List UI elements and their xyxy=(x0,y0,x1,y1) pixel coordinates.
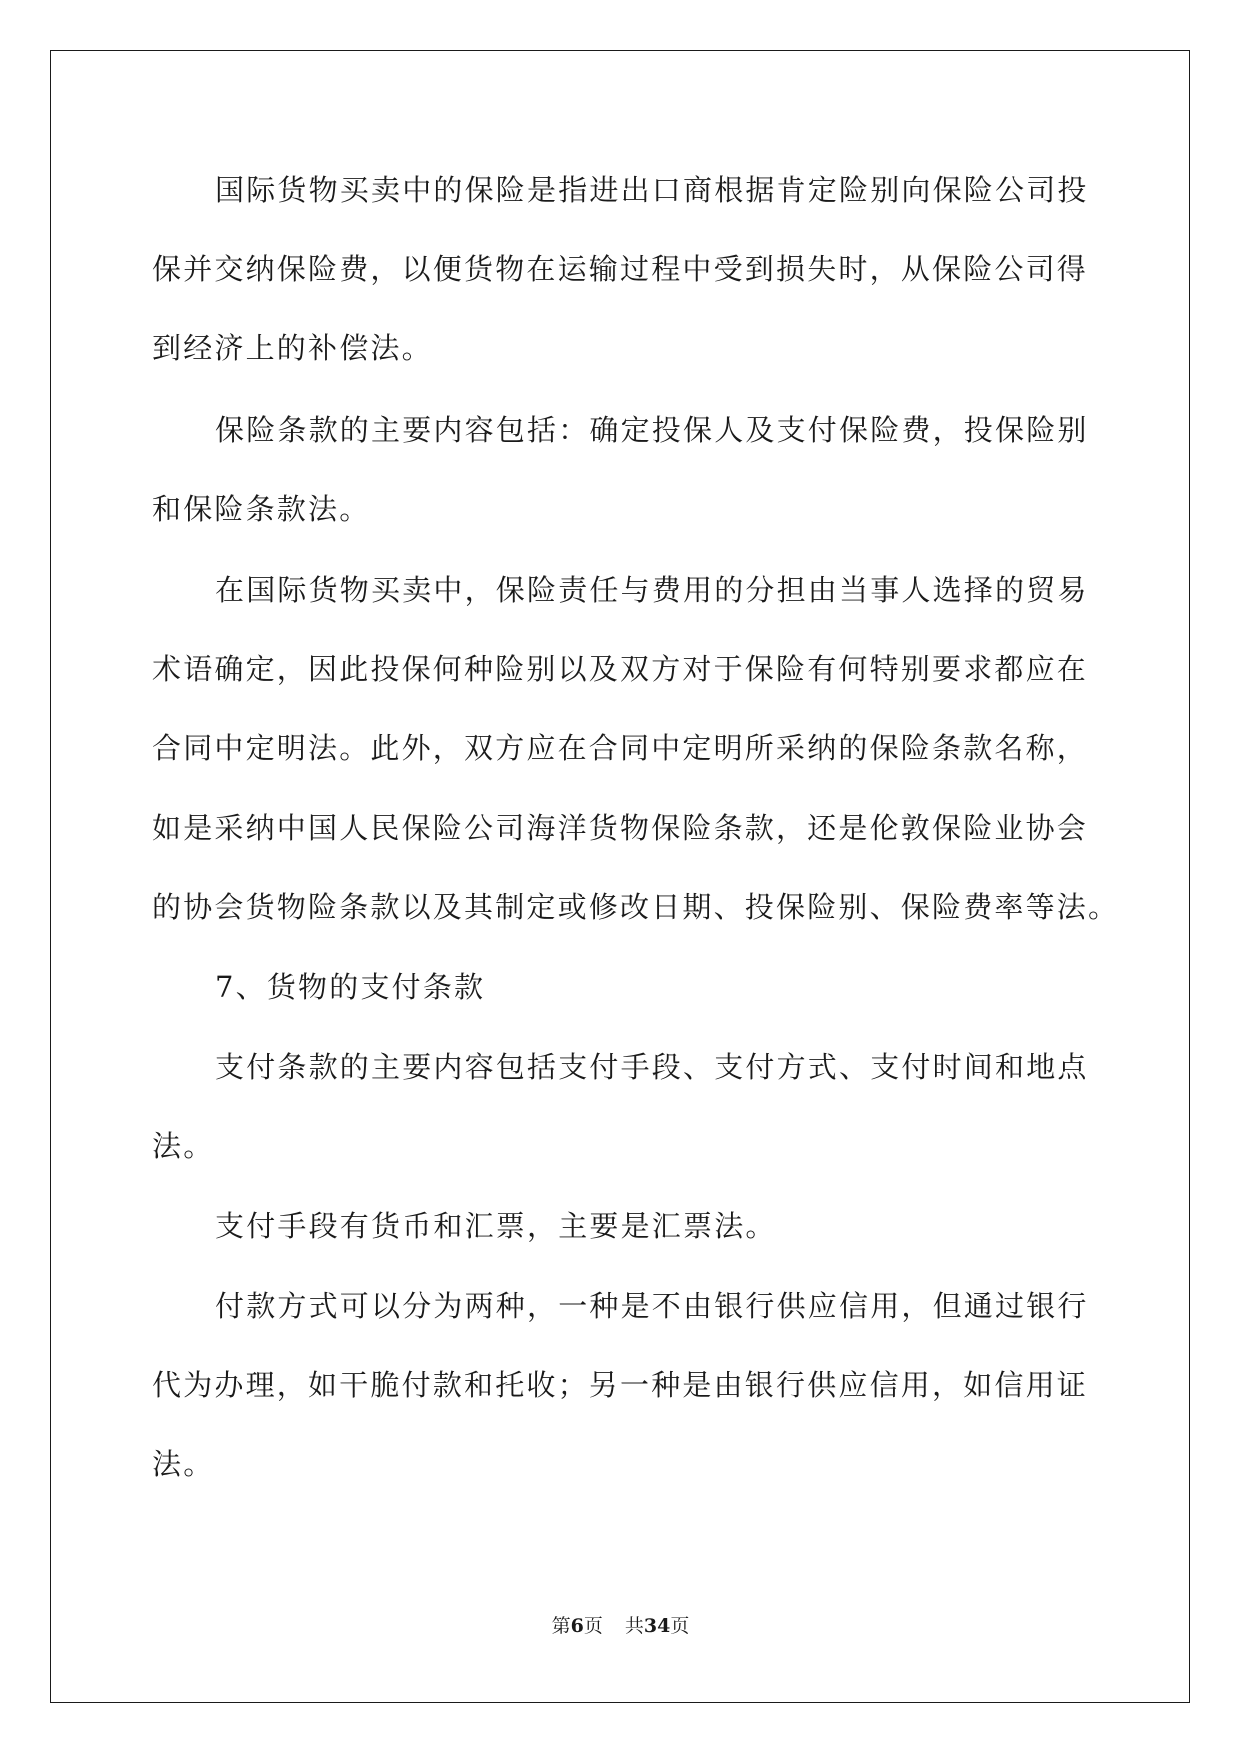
paragraph-7-line-2: 代为办理，如干脆付款和托收；另一种是由银行供应信用，如信用证 xyxy=(152,1368,1089,1402)
paragraph-7-line-1: 付款方式可以分为两种，一种是不由银行供应信用，但通过银行 xyxy=(215,1289,1089,1323)
paragraph-1-line-3: 到经济上的补偿法。 xyxy=(152,331,433,365)
page-border xyxy=(50,50,1190,1703)
paragraph-5-line-1: 支付条款的主要内容包括支付手段、支付方式、支付时间和地点 xyxy=(215,1050,1089,1084)
page-label-prefix: 第 xyxy=(551,1615,571,1637)
paragraph-1-line-2: 保并交纳保险费，以便货物在运输过程中受到损失时，从保险公司得 xyxy=(152,252,1089,286)
paragraph-7-line-3: 法。 xyxy=(152,1447,215,1481)
page-label-suffix: 页 xyxy=(583,1615,603,1637)
paragraph-1-line-1: 国际货物买卖中的保险是指进出口商根据肯定险别向保险公司投 xyxy=(215,173,1089,207)
total-label-prefix: 共 xyxy=(624,1615,644,1637)
paragraph-6-line-1: 支付手段有货币和汇票，主要是汇票法。 xyxy=(215,1209,777,1243)
paragraph-3-line-5: 的协会货物险条款以及其制定或修改日期、投保险别、保险费率等法。 xyxy=(152,890,1120,924)
page-number: 6 xyxy=(570,1615,584,1637)
total-label-suffix: 页 xyxy=(670,1615,690,1637)
section-heading: 7、货物的支付条款 xyxy=(215,970,486,1004)
paragraph-3-line-4: 如是采纳中国人民保险公司海洋货物保险条款，还是伦敦保险业协会 xyxy=(152,811,1089,845)
paragraph-3-line-1: 在国际货物买卖中，保险责任与费用的分担由当事人选择的贸易 xyxy=(215,573,1089,607)
paragraph-2-line-1: 保险条款的主要内容包括：确定投保人及支付保险费，投保险别 xyxy=(215,413,1089,447)
paragraph-3-line-3: 合同中定明法。此外，双方应在合同中定明所采纳的保险条款名称， xyxy=(152,731,1089,765)
paragraph-2-line-2: 和保险条款法。 xyxy=(152,492,371,526)
total-pages: 34 xyxy=(643,1615,671,1637)
paragraph-3-line-2: 术语确定，因此投保何种险别以及双方对于保险有何特别要求都应在 xyxy=(152,652,1089,686)
page-footer xyxy=(0,1614,1241,1638)
paragraph-5-line-2: 法。 xyxy=(152,1129,215,1163)
